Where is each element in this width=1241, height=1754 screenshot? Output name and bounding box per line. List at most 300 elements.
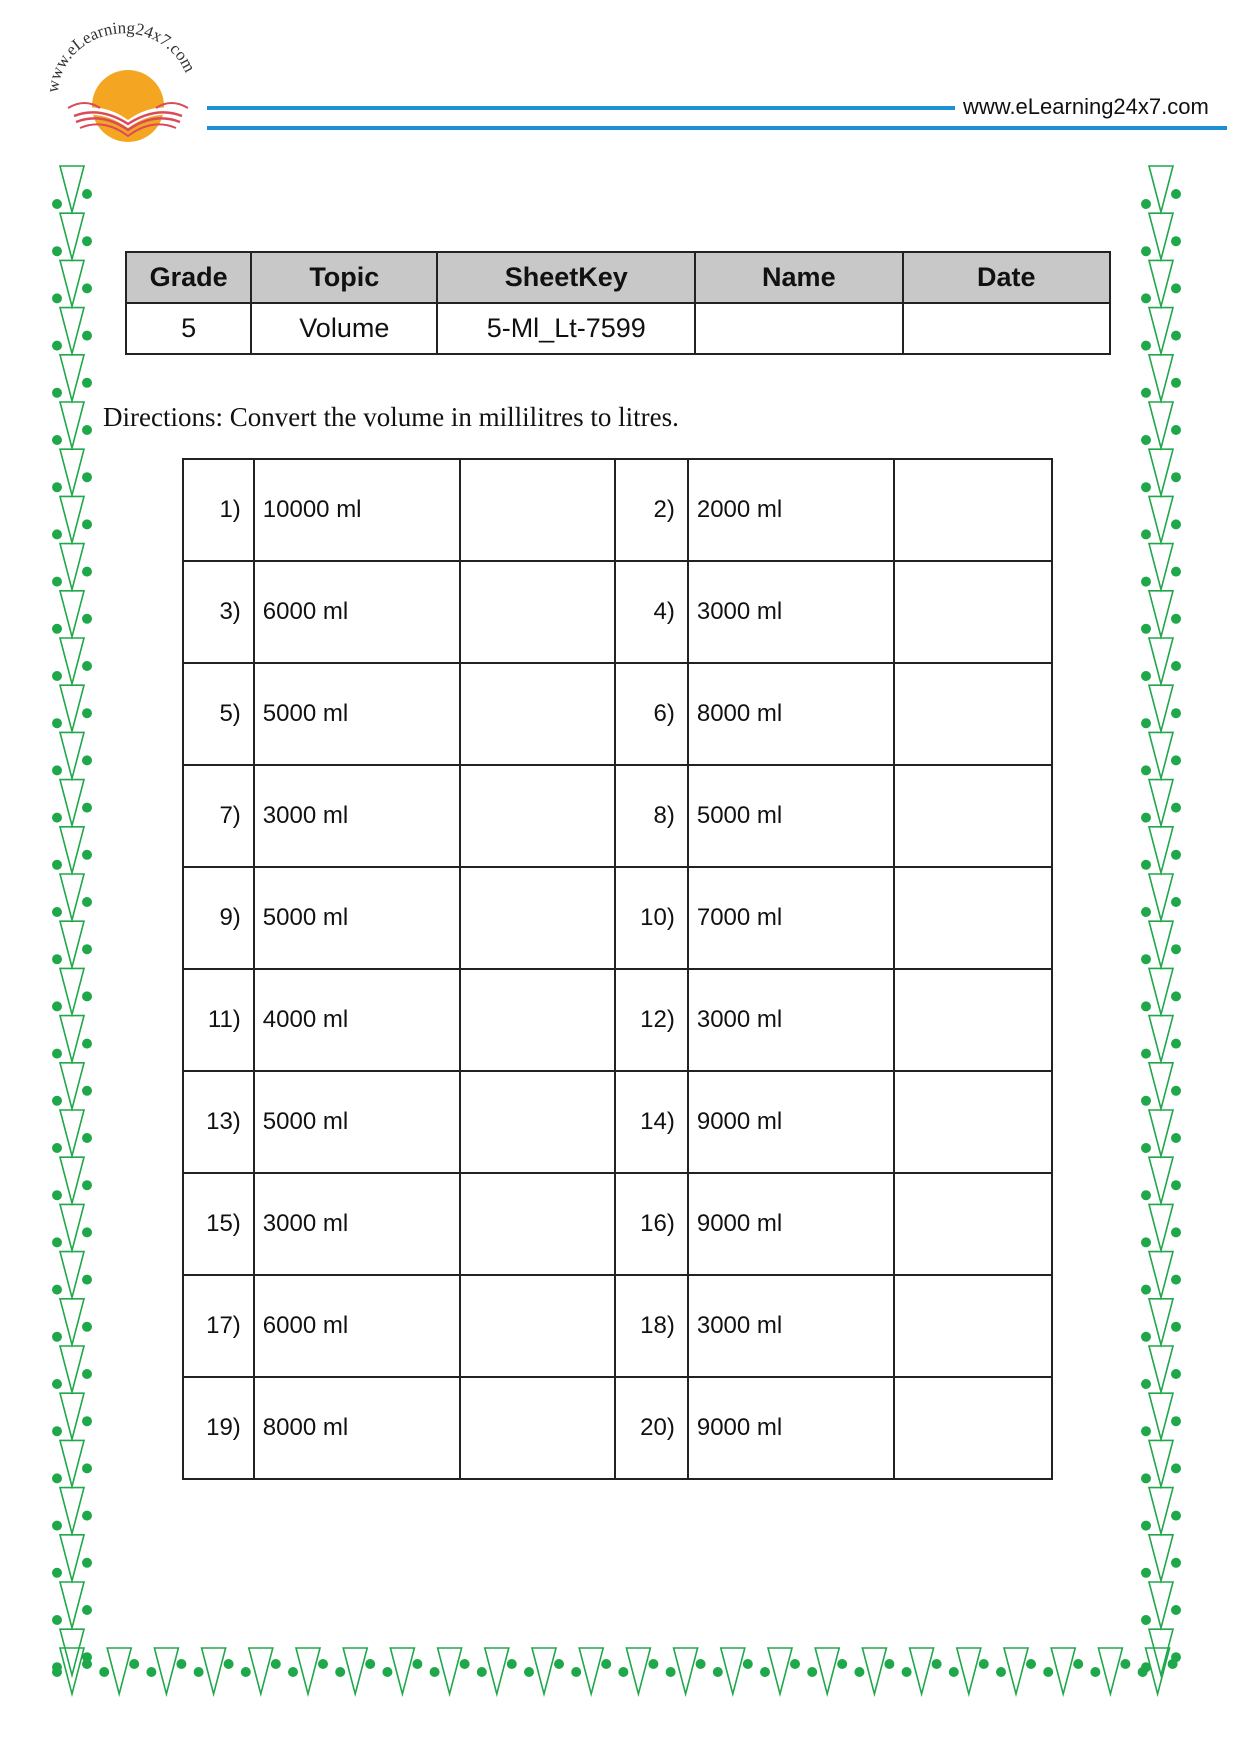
problem-question: 9000 ml	[688, 1173, 895, 1275]
problem-question: 6000 ml	[254, 561, 460, 663]
border-dot	[82, 1659, 92, 1669]
problem-row	[183, 561, 1052, 663]
border-dot	[554, 1659, 564, 1669]
border-dot	[1171, 283, 1181, 293]
border-dot	[760, 1667, 770, 1677]
border-dot	[1073, 1659, 1083, 1669]
border-triangle	[1149, 1063, 1173, 1109]
border-dot	[52, 1096, 62, 1106]
border-triangle	[1098, 1648, 1122, 1694]
border-triangle	[1004, 1648, 1028, 1694]
border-triangle	[60, 402, 84, 448]
border-dot	[1141, 1001, 1151, 1011]
answer-cell[interactable]	[460, 1173, 616, 1275]
border-dot	[382, 1667, 392, 1677]
border-dot	[52, 1568, 62, 1578]
problem-number: 17)	[183, 1275, 254, 1377]
border-triangle	[768, 1648, 792, 1694]
answer-cell[interactable]	[894, 969, 1052, 1071]
border-dot	[1171, 897, 1181, 907]
border-dot	[82, 708, 92, 718]
border-dot	[82, 1511, 92, 1521]
border-dot	[82, 519, 92, 529]
border-dot	[1141, 718, 1151, 728]
border-triangle	[532, 1648, 556, 1694]
border-dot	[1171, 1463, 1181, 1473]
border-triangle	[1149, 591, 1173, 637]
border-dot	[790, 1659, 800, 1669]
border-dot	[1171, 425, 1181, 435]
border-dot	[1171, 991, 1181, 1001]
answer-cell[interactable]	[460, 765, 616, 867]
answer-cell[interactable]	[460, 561, 616, 663]
border-triangle	[1149, 1393, 1173, 1439]
border-dot	[1171, 1086, 1181, 1096]
border-triangle	[1149, 921, 1173, 967]
border-dot	[902, 1667, 912, 1677]
problem-number: 16)	[615, 1173, 688, 1275]
problem-question: 3000 ml	[688, 561, 895, 663]
border-dot	[82, 283, 92, 293]
border-triangle	[579, 1648, 603, 1694]
border-dot	[52, 1426, 62, 1436]
border-dot	[743, 1659, 753, 1669]
answer-cell[interactable]	[894, 1071, 1052, 1173]
border-dot	[52, 1285, 62, 1295]
border-dot	[82, 897, 92, 907]
border-triangle	[626, 1648, 650, 1694]
border-triangle	[60, 1204, 84, 1250]
border-triangle	[154, 1648, 178, 1694]
border-dot	[648, 1659, 658, 1669]
border-dot	[82, 1133, 92, 1143]
border-dot	[52, 577, 62, 587]
border-dot	[1171, 1133, 1181, 1143]
border-dot	[1171, 1180, 1181, 1190]
border-dot	[52, 1473, 62, 1483]
border-triangle	[60, 732, 84, 778]
border-triangle	[60, 1393, 84, 1439]
border-dot	[318, 1659, 328, 1669]
border-triangle	[60, 1582, 84, 1628]
border-dot	[1043, 1667, 1053, 1677]
border-triangle	[390, 1648, 414, 1694]
border-triangle	[60, 638, 84, 684]
grade-value: 5	[126, 303, 251, 354]
problem-question: 5000 ml	[254, 867, 460, 969]
border-dot	[82, 1180, 92, 1190]
border-dot	[507, 1659, 517, 1669]
border-triangle	[202, 1648, 226, 1694]
problem-number: 2)	[615, 459, 688, 561]
problem-question: 3000 ml	[254, 1173, 460, 1275]
border-triangle	[1149, 1204, 1173, 1250]
directions-text: Directions: Convert the volume in millilitres to litres.	[103, 402, 679, 432]
border-dot	[1141, 1096, 1151, 1106]
problem-question: 6000 ml	[254, 1275, 460, 1377]
border-triangle	[721, 1648, 745, 1694]
border-dot	[932, 1659, 942, 1669]
border-dot	[1171, 472, 1181, 482]
name-field[interactable]	[695, 303, 903, 354]
border-dot	[1141, 954, 1151, 964]
problem-number: 5)	[183, 663, 254, 765]
border-triangle	[1149, 780, 1173, 826]
border-dot	[52, 388, 62, 398]
border-dot	[854, 1667, 864, 1677]
problem-number: 20)	[615, 1377, 688, 1479]
topic-value: Volume	[251, 303, 437, 354]
problem-number: 12)	[615, 969, 688, 1071]
border-dot	[52, 341, 62, 351]
border-dot	[335, 1667, 345, 1677]
border-dot	[1171, 189, 1181, 199]
border-triangle	[1149, 685, 1173, 731]
problem-row	[183, 969, 1052, 1071]
problem-row	[183, 1275, 1052, 1377]
border-triangle	[60, 1629, 84, 1675]
border-dot	[1171, 661, 1181, 671]
border-dot	[52, 907, 62, 917]
answer-cell[interactable]	[894, 561, 1052, 663]
border-triangle	[1149, 874, 1173, 920]
border-triangle	[60, 1648, 84, 1694]
border-dot	[1090, 1667, 1100, 1677]
border-dot	[82, 991, 92, 1001]
problem-row	[183, 1071, 1052, 1173]
border-dot	[82, 1416, 92, 1426]
border-dot	[1171, 1605, 1181, 1615]
border-dot	[1171, 567, 1181, 577]
border-dot	[82, 944, 92, 954]
border-triangle	[60, 1063, 84, 1109]
border-dot	[52, 1667, 62, 1677]
problem-number: 7)	[183, 765, 254, 867]
answer-cell[interactable]	[460, 969, 616, 1071]
border-dot	[82, 755, 92, 765]
border-dot	[1141, 293, 1151, 303]
border-triangle	[60, 1157, 84, 1203]
border-dot	[52, 293, 62, 303]
border-triangle	[60, 166, 84, 212]
border-dot	[1171, 944, 1181, 954]
border-triangle	[60, 496, 84, 542]
border-dot	[82, 1558, 92, 1568]
border-dot	[176, 1659, 186, 1669]
border-dot	[52, 1143, 62, 1153]
border-dot	[1141, 482, 1151, 492]
border-dot	[52, 954, 62, 964]
problem-question: 10000 ml	[254, 459, 460, 561]
border-dot	[1171, 755, 1181, 765]
problem-question: 2000 ml	[688, 459, 895, 561]
border-triangle	[1149, 213, 1173, 259]
border-triangle	[60, 1535, 84, 1581]
border-dot	[82, 189, 92, 199]
border-triangle	[343, 1648, 367, 1694]
answer-cell[interactable]	[460, 459, 616, 561]
border-dot	[52, 246, 62, 256]
border-dot	[1141, 199, 1151, 209]
border-dot	[82, 378, 92, 388]
border-triangle	[1149, 1110, 1173, 1156]
border-dot	[1171, 1227, 1181, 1237]
border-dot	[52, 1237, 62, 1247]
border-triangle	[60, 921, 84, 967]
border-dot	[82, 1322, 92, 1332]
border-dot	[1141, 1426, 1151, 1436]
border-dot	[1141, 1615, 1151, 1625]
border-dot	[82, 803, 92, 813]
border-dot	[52, 1190, 62, 1200]
date-field[interactable]	[903, 303, 1110, 354]
border-dot	[1171, 236, 1181, 246]
problem-number: 11)	[183, 969, 254, 1071]
border-dot	[52, 529, 62, 539]
border-triangle	[1149, 1440, 1173, 1486]
problem-question: 9000 ml	[688, 1071, 895, 1173]
answer-cell[interactable]	[894, 867, 1052, 969]
border-triangle	[1149, 449, 1173, 495]
problem-number: 10)	[615, 867, 688, 969]
border-dot	[129, 1659, 139, 1669]
answer-cell[interactable]	[460, 1275, 616, 1377]
border-dot	[1171, 1558, 1181, 1568]
border-dot	[1171, 1039, 1181, 1049]
problem-question: 7000 ml	[688, 867, 895, 969]
border-dot	[1141, 624, 1151, 634]
problem-row	[183, 867, 1052, 969]
border-triangle	[60, 591, 84, 637]
border-dot	[1141, 577, 1151, 587]
border-dot	[52, 1001, 62, 1011]
border-triangle	[1149, 1346, 1173, 1392]
border-dot	[52, 860, 62, 870]
border-dot	[82, 236, 92, 246]
border-dot	[430, 1667, 440, 1677]
border-dot	[996, 1667, 1006, 1677]
problem-question: 5000 ml	[688, 765, 895, 867]
border-dot	[1141, 1332, 1151, 1342]
border-dot	[52, 199, 62, 209]
problem-number: 18)	[615, 1275, 688, 1377]
problem-row	[183, 459, 1052, 561]
border-triangle	[1149, 638, 1173, 684]
border-triangle	[1149, 166, 1173, 212]
border-triangle	[60, 874, 84, 920]
problem-number: 8)	[615, 765, 688, 867]
border-triangle	[1149, 1016, 1173, 1062]
problem-question: 4000 ml	[254, 969, 460, 1071]
answer-cell[interactable]	[460, 663, 616, 765]
border-dot	[82, 425, 92, 435]
border-triangle	[60, 355, 84, 401]
border-triangle	[1149, 260, 1173, 306]
border-triangle	[1149, 1582, 1173, 1628]
border-triangle	[1149, 1535, 1173, 1581]
border-dot	[1141, 529, 1151, 539]
border-dot	[82, 1369, 92, 1379]
border-dot	[1141, 671, 1151, 681]
border-dot	[52, 671, 62, 681]
border-triangle	[60, 449, 84, 495]
problem-number: 13)	[183, 1071, 254, 1173]
border-dot	[52, 718, 62, 728]
border-triangle	[1051, 1648, 1075, 1694]
border-dot	[52, 1521, 62, 1531]
answer-cell[interactable]	[894, 459, 1052, 561]
border-triangle	[674, 1648, 698, 1694]
border-dot	[979, 1659, 989, 1669]
border-dot	[1171, 1275, 1181, 1285]
border-triangle	[1149, 1488, 1173, 1534]
border-dot	[1141, 1049, 1151, 1059]
border-triangle	[1149, 1299, 1173, 1345]
border-dot	[52, 1049, 62, 1059]
border-triangle	[957, 1648, 981, 1694]
border-dot	[618, 1667, 628, 1677]
border-dot	[571, 1667, 581, 1677]
problem-number: 1)	[183, 459, 254, 561]
logo-text: www.eLearning24x7.com	[42, 20, 200, 94]
answer-cell[interactable]	[894, 1275, 1052, 1377]
border-triangle	[1149, 968, 1173, 1014]
border-dot	[1141, 1568, 1151, 1578]
border-dot	[1171, 331, 1181, 341]
border-dot	[1141, 813, 1151, 823]
problem-question: 3000 ml	[688, 1275, 895, 1377]
border-dot	[1141, 1521, 1151, 1531]
sheetkey-value: 5-Ml_Lt-7599	[437, 303, 695, 354]
problem-table	[182, 458, 1053, 1480]
border-dot	[696, 1659, 706, 1669]
border-triangle	[862, 1648, 886, 1694]
border-triangle	[1149, 1157, 1173, 1203]
problem-row	[183, 765, 1052, 867]
border-triangle	[60, 827, 84, 873]
border-dot	[82, 1605, 92, 1615]
border-triangle	[249, 1648, 273, 1694]
border-dot	[1171, 1322, 1181, 1332]
border-triangle	[1149, 496, 1173, 542]
border-dot	[82, 1227, 92, 1237]
border-dot	[666, 1667, 676, 1677]
border-dot	[52, 1379, 62, 1389]
border-dot	[1171, 850, 1181, 860]
topic-header: Topic	[251, 252, 437, 303]
border-dot	[82, 1086, 92, 1096]
problem-number: 14)	[615, 1071, 688, 1173]
border-dot	[52, 624, 62, 634]
border-dot	[1171, 1416, 1181, 1426]
border-dot	[1141, 1285, 1151, 1295]
border-dot	[224, 1659, 234, 1669]
border-triangle	[60, 213, 84, 259]
border-dot	[82, 661, 92, 671]
border-dot	[82, 1039, 92, 1049]
problem-question: 5000 ml	[254, 1071, 460, 1173]
border-dot	[1141, 388, 1151, 398]
border-triangle	[60, 1440, 84, 1486]
border-triangle	[296, 1648, 320, 1694]
border-dot	[1141, 765, 1151, 775]
answer-cell[interactable]	[460, 1377, 616, 1479]
problem-row	[183, 1377, 1052, 1479]
border-dot	[601, 1659, 611, 1669]
border-dot	[477, 1667, 487, 1677]
border-triangle	[60, 260, 84, 306]
problem-number: 6)	[615, 663, 688, 765]
border-triangle	[60, 968, 84, 1014]
border-dot	[82, 1463, 92, 1473]
problem-number: 3)	[183, 561, 254, 663]
info-table	[125, 251, 1111, 355]
border-dot	[1026, 1659, 1036, 1669]
border-dot	[1141, 1473, 1151, 1483]
border-dot	[52, 765, 62, 775]
problem-number: 4)	[615, 561, 688, 663]
border-dot	[52, 435, 62, 445]
border-dot	[837, 1659, 847, 1669]
border-dot	[82, 1275, 92, 1285]
border-dot	[241, 1667, 251, 1677]
border-dot	[194, 1667, 204, 1677]
border-dot	[412, 1659, 422, 1669]
problem-question: 3000 ml	[688, 969, 895, 1071]
border-dot	[1138, 1667, 1148, 1677]
problem-number: 19)	[183, 1377, 254, 1479]
grade-header: Grade	[126, 252, 251, 303]
border-dot	[1141, 341, 1151, 351]
border-triangle	[1149, 827, 1173, 873]
border-dot	[82, 472, 92, 482]
border-dot	[1120, 1659, 1130, 1669]
border-triangle	[60, 544, 84, 590]
border-triangle	[60, 1346, 84, 1392]
border-dot	[52, 1615, 62, 1625]
answer-cell[interactable]	[460, 1071, 616, 1173]
answer-cell[interactable]	[894, 663, 1052, 765]
border-triangle	[1149, 1629, 1173, 1675]
answer-cell[interactable]	[894, 1377, 1052, 1479]
border-dot	[1141, 860, 1151, 870]
problem-question: 8000 ml	[254, 1377, 460, 1479]
border-dot	[52, 1332, 62, 1342]
border-dot	[1141, 435, 1151, 445]
answer-cell[interactable]	[460, 867, 616, 969]
border-dot	[82, 614, 92, 624]
border-dot	[713, 1667, 723, 1677]
border-dot	[1171, 1511, 1181, 1521]
border-dot	[52, 482, 62, 492]
border-dot	[288, 1667, 298, 1677]
border-dot	[1141, 907, 1151, 917]
problem-row	[183, 1173, 1052, 1275]
answer-cell[interactable]	[894, 765, 1052, 867]
site-url: www.eLearning24x7.com	[963, 94, 1209, 119]
border-triangle	[1149, 308, 1173, 354]
border-dot	[1141, 246, 1151, 256]
border-triangle	[60, 1488, 84, 1534]
sheetkey-header: SheetKey	[437, 252, 695, 303]
border-dot	[52, 813, 62, 823]
border-triangle	[60, 308, 84, 354]
border-triangle	[60, 1110, 84, 1156]
border-triangle	[60, 1299, 84, 1345]
border-dot	[1171, 614, 1181, 624]
border-triangle	[1149, 402, 1173, 448]
answer-cell[interactable]	[894, 1173, 1052, 1275]
